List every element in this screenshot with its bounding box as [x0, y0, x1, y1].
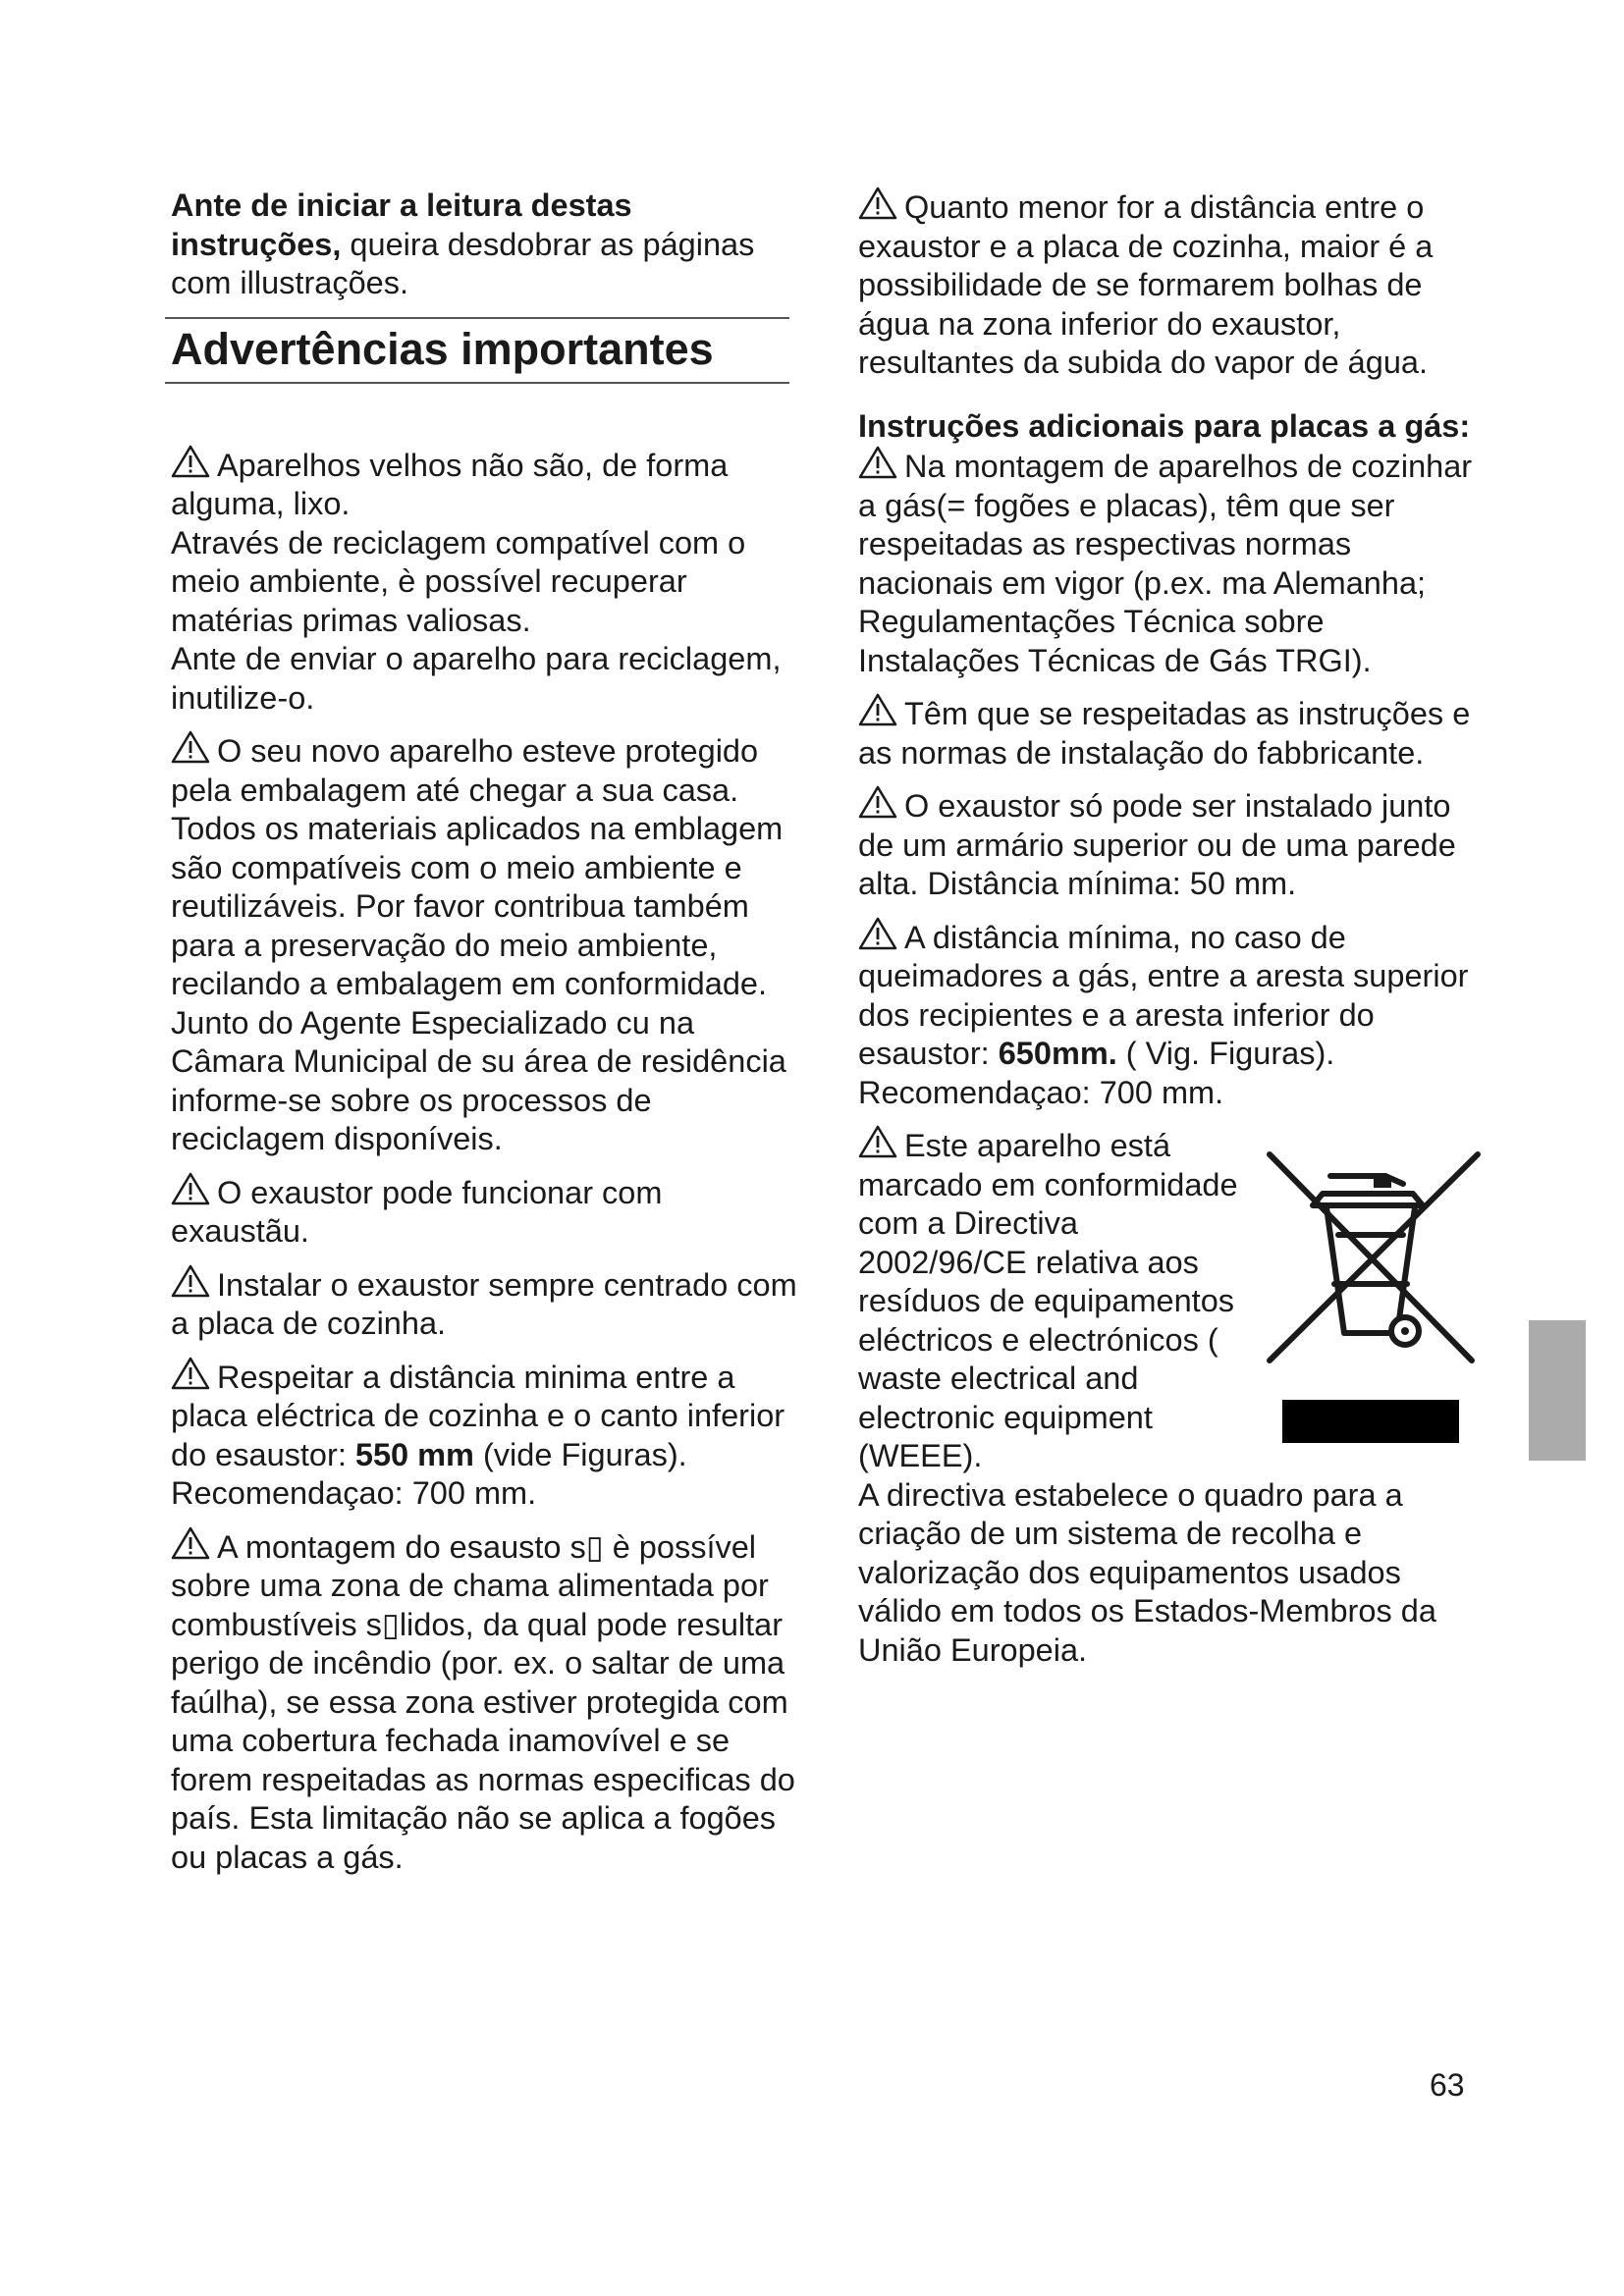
- warning-triangle-icon: [858, 187, 897, 220]
- warning-triangle-icon: [171, 1357, 210, 1390]
- intro-paragraph: [171, 187, 799, 303]
- warning-triangle-icon: [858, 1125, 897, 1158]
- warning-triangle-icon: [858, 446, 897, 479]
- weee-section: [858, 1125, 1487, 1476]
- warning-text: Quanto menor for a distância entre o exaustor e a placa de cozinha, maior é a possibilidade de se formarem bolhas de água na zona inferior do exaustor, resultantes da subida do vapor de água.: [858, 189, 1434, 380]
- warning-text: Têm que se respeitadas as instruções e as normas de instalação do fabbricante.: [858, 696, 1471, 771]
- warning-text: A montagem do esausto s▯ è possível sobre uma zona de chama alimentada por combustíveis s▯lidos, da qual pode resultar perigo de incêndio (por. ex. o saltar de uma faúlha), se essa zona estiver protegida com uma cobertura fechada inamovível e se forem respeitadas as normas especificas do país. Esta limitação não se aplica a fogões ou placas a gás.: [171, 1528, 795, 1875]
- warning-steam: [858, 187, 1487, 383]
- warning-triangle-icon: [171, 1172, 210, 1205]
- warning-centered: [171, 1264, 799, 1344]
- right-column: [858, 187, 1487, 1670]
- warning-text: ( Vig. Figuras).: [1116, 1036, 1335, 1071]
- warning-cabinet: [858, 785, 1487, 904]
- warning-text: (vide Figuras).: [473, 1436, 687, 1472]
- left-column: [171, 187, 799, 1890]
- warning-text: Respeitar a distância minima entre a placa eléctrica de cozinha e o canto inferior do esaustor:: [171, 1359, 785, 1472]
- recommendation: Recomendaçao: 700 mm.: [858, 1074, 1224, 1110]
- section-heading: Advertências importantes: [165, 317, 789, 384]
- distance-value: 550 mm: [354, 1436, 474, 1472]
- warning-triangle-icon: [858, 917, 897, 950]
- warning-text: Aparelhos velhos não são, de forma alguma, lixo.: [171, 447, 729, 521]
- directive-text: A directiva estabelece o quadro para a criação de um sistema de recolha e valorização dos equipamentos usados válido em todos os Estados-Membros da União Europeia.: [858, 1476, 1436, 1668]
- intro-bold: Ante de iniciar a leitura destas instruções,: [171, 187, 632, 262]
- warning-text: A distância mínima, no caso de queimadores a gás, entre a aresta superior dos recipientes e a aresta inferior do esaustor:: [858, 919, 1469, 1071]
- warning-triangle-icon: [171, 1264, 210, 1298]
- warning-triangle-icon: [858, 693, 897, 726]
- warning-triangle-icon: [171, 730, 210, 764]
- weee-black-bar: [1282, 1400, 1459, 1443]
- warning-text: O exaustor só pode ser instalado junto de um armário superior ou de uma parede alta. Distância mínima: 50 mm.: [858, 788, 1456, 901]
- warning-text: Junto do Agente Especializado cu na Câmara Municipal de su área de residência informe-se sobre os processos de reciclagem disponíveis.: [171, 1004, 786, 1156]
- warning-manufacturer: [858, 693, 1487, 773]
- warning-triangle-icon: [171, 1526, 210, 1560]
- warning-text: Na montagem de aparelhos de cozinhar a gás(= fogões e placas), têm que ser respeitadas as respectivas normas nacionais em vigor (p.ex. ma Alemanha; Regulamentações Técnica sobre Instalações Técnicas de Gás TRGI).: [858, 449, 1473, 678]
- distance-value: 650mm.: [998, 1036, 1117, 1071]
- warning-solid-fuel: [171, 1526, 799, 1878]
- weee-text: Este aparelho está marcado em conformidade com a Directiva 2002/96/CE relativa aos resíduos de equipamentos eléctricos e electrónicos ( waste electrical and electronic equipment (WEEE).: [858, 1128, 1238, 1473]
- intro-rest: queira desdobrar as páginas com illustrações.: [171, 226, 755, 300]
- warning-exhaust: [171, 1172, 799, 1252]
- warning-text: Através de reciclagem compatível com o meio ambiente, è possível recuperar matérias primas valiosas.: [171, 524, 746, 638]
- crossed-out-bin-icon: [1266, 1137, 1482, 1372]
- warning-distance-gas: [858, 917, 1487, 1113]
- warning-packaging: [171, 730, 799, 1159]
- warning-triangle-icon: [171, 445, 210, 478]
- page-number: 63: [1430, 2067, 1465, 2103]
- warning-triangle-icon: [858, 785, 897, 819]
- warning-recycling: [171, 445, 799, 719]
- recommendation: Recomendaçao: 700 mm.: [171, 1475, 537, 1511]
- warning-gas-norms: [858, 446, 1487, 680]
- warning-text: Ante de enviar o aparelho para reciclagem, inutilize-o.: [171, 641, 782, 716]
- gas-subheading: Instruções adicionais para placas a gás:: [858, 407, 1471, 444]
- page-side-tab: [1529, 1320, 1586, 1461]
- warning-text: O seu novo aparelho esteve protegido pela embalagem até chegar a sua casa. Todos os materiais aplicados na emblagem são compatíveis com o meio ambiente e reutilizáveis. Por favor contribua também para a preservação do meio ambiente, recilando a embalagem em conformidade.: [171, 733, 784, 1001]
- warning-text: O exaustor pode funcionar com exaustãu.: [171, 1174, 663, 1249]
- warning-text: Instalar o exaustor sempre centrado com a placa de cozinha.: [171, 1266, 797, 1341]
- warning-distance-electric: [171, 1357, 799, 1514]
